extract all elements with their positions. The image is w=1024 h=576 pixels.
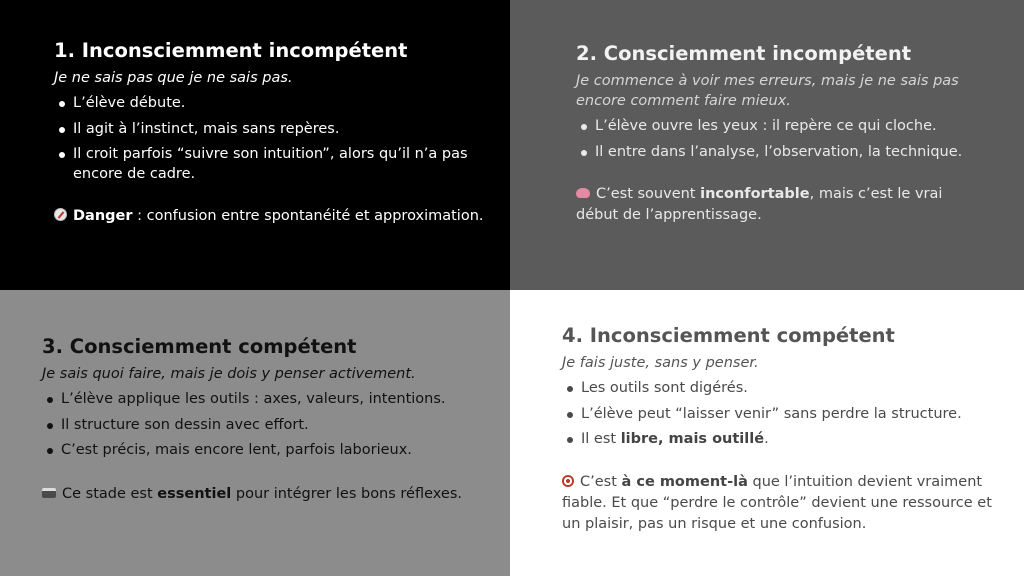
target-icon <box>562 475 574 487</box>
list-item: L’élève débute. <box>54 94 484 114</box>
bullet-icon <box>567 412 573 418</box>
bullet-icon <box>567 437 573 443</box>
list-item: Il agit à l’instinct, mais sans repères. <box>54 120 484 140</box>
bullet-icon <box>47 423 53 429</box>
quadrant-4-subtitle: Je fais juste, sans y penser. <box>562 355 759 371</box>
quadrant-2-subtitle: Je commence à voir mes erreurs, mais je ne sais pas encore comment faire mieux. <box>576 73 959 109</box>
list-item: Il est libre, mais outillé. <box>562 430 1002 450</box>
quadrant-3-title: 3. Consciemment compétent <box>42 335 357 358</box>
list-item: Il croit parfois “suivre son intuition”, alors qu’il n’a pas encore de cadre. <box>54 145 484 184</box>
bullet-icon <box>47 397 53 403</box>
quadrant-4-title: 4. Inconsciemment compétent <box>562 324 895 347</box>
list-item: L’élève ouvre les yeux : il repère ce qui cloche. <box>576 117 976 137</box>
quadrant-1 <box>0 0 510 290</box>
quadrant-3-subtitle: Je sais quoi faire, mais je dois y penser activement. <box>42 366 416 382</box>
quadrant-3-note: Ce stade est essentiel pour intégrer les bons réflexes. <box>42 484 492 505</box>
quadrant-1-subtitle: Je ne sais pas que je ne sais pas. <box>54 70 293 86</box>
quadrant-3 <box>0 290 510 576</box>
quadrant-4 <box>510 290 1024 576</box>
quadrant-3-list <box>42 390 492 461</box>
list-item: Les outils sont digérés. <box>562 379 1002 399</box>
bullet-icon <box>581 150 587 156</box>
quadrant-2-content <box>576 41 976 226</box>
bullet-icon <box>59 127 65 133</box>
quadrant-2 <box>510 0 1024 290</box>
quadrant-1-title: 1. Inconsciemment incompétent <box>54 39 408 62</box>
quadrant-2-list <box>576 117 976 162</box>
quadrant-1-content <box>54 38 484 227</box>
quadrant-1-note: Danger : confusion entre spontanéité et approximation. <box>54 206 484 227</box>
quadrant-2-note: C’est souvent inconfortable, mais c’est le vrai début de l’apprentissage. <box>576 186 943 223</box>
bullet-icon <box>47 448 53 454</box>
list-item: L’élève peut “laisser venir” sans perdre la structure. <box>562 405 1002 425</box>
list-item: L’élève applique les outils : axes, valeurs, intentions. <box>42 390 492 410</box>
bullet-icon <box>581 124 587 130</box>
list-item: Il structure son dessin avec effort. <box>42 416 492 436</box>
list-item: C’est précis, mais encore lent, parfois laborieux. <box>42 441 492 461</box>
quadrant-3-content <box>42 334 492 505</box>
quadrant-4-list <box>562 379 1002 450</box>
compass-icon <box>54 208 67 221</box>
quadrant-1-list <box>54 94 484 184</box>
quadrant-4-content <box>562 323 1002 535</box>
bullet-icon <box>59 152 65 158</box>
quadrant-4-note: C’est à ce moment-là que l’intuition devient vraiment fiable. Et que “perdre le contrôle” devient une ressource et un plaisir, pas un risque et une confusion. <box>562 473 992 532</box>
list-item: Il entre dans l’analyse, l’observation, la technique. <box>576 143 976 163</box>
quadrant-2-title: 2. Consciemment incompétent <box>576 42 912 65</box>
bullet-icon <box>567 386 573 392</box>
bullet-icon <box>59 101 65 107</box>
book-icon <box>42 488 56 498</box>
brain-icon <box>576 188 590 198</box>
